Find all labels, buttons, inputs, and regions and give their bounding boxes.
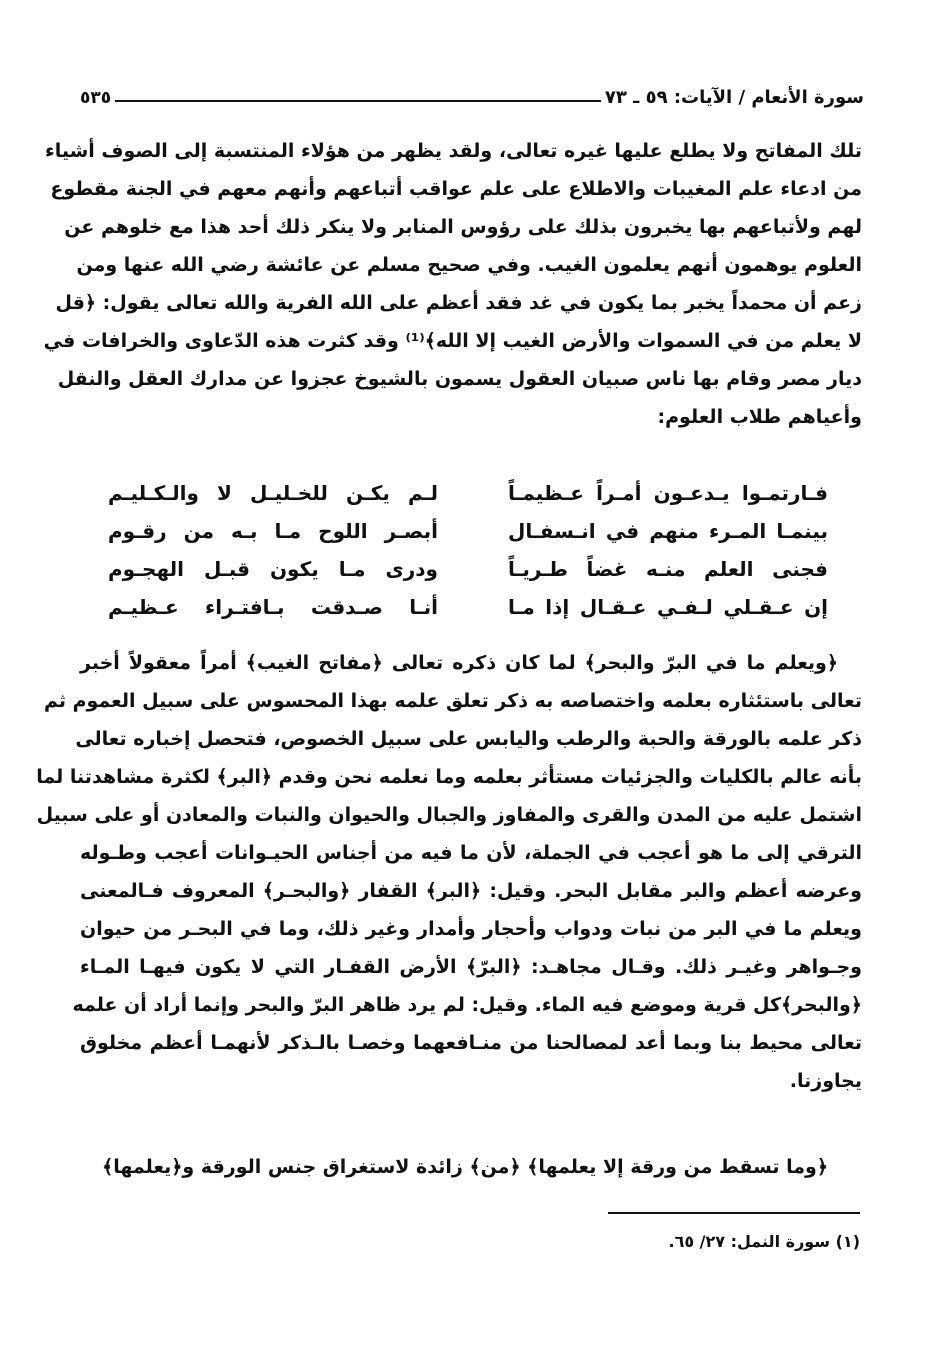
page-number: ٥٣٥ (80, 88, 112, 108)
text-line: ديار مصر وقام بها ناس صبيان العقول يسمون بالشيوخ عجزوا عن مدارك العقل والنقل (57, 368, 862, 390)
poem-hemistich-2: ودرى مـا يكون قبـل الهجـوم (108, 557, 438, 581)
text-line: تلك المفاتح ولا يطلع عليها غيره تعالى، ولقد يظهر من هؤلاء المنتسبة إلى الصوف أشياء (45, 140, 862, 162)
text-line: ﴿وما تسقط من ورقة إلا يعلمها﴾ ﴿من﴾ زائدة لاستغراق جنس الورقة و﴿يعلمها﴾ (102, 1156, 828, 1178)
running-header (80, 78, 864, 108)
text-line: ويعلم ما في البر من نبات ودواب وأحجار وأمدار وغير ذلك، وما في البحـر من حيوان (80, 918, 862, 940)
footnote: (١) سورة النمل: ٢٧/ ٦٥. (668, 1232, 860, 1251)
text-line: تعالى باستئثاره بعلمه واختصاصه به ذكر تعلق علمه بهذا المحسوس على سبيل العموم ثم (43, 690, 862, 712)
text-line: وعرضه أعظم والبر مقابل البحر. وقيل: ﴿البر﴾ القفار ﴿والبحـر﴾ المعروف فـالمعنى (80, 880, 862, 902)
text-line: ﴿ويعلم ما في البرّ والبحر﴾ لما كان ذكره تعالى ﴿مفاتح الغيب﴾ أمراً معقولاً أخبر (80, 652, 838, 674)
text-line: لهم ولأتباعهم بها يخبرون بذلك على رؤوس المنابر ولا ينكر ذلك أحد هذا مع خلوهم عن (64, 216, 862, 238)
poem-hemistich-1: بينمـا المـرء منهم في انـسفـال (508, 519, 828, 543)
text-line: لا يعلم من في السموات والأرض الغيب إلا الله﴾⁽¹⁾ وقد كثرت هذه الدّعاوى والخرافات في (43, 330, 862, 352)
poem-hemistich-2: أبصـر اللوح مـا بـه من رقـوم (108, 519, 438, 543)
poem-hemistich-1: فـارتمـوا يـدعـون أمـراً عـظيمـاً (508, 481, 828, 505)
text-line: ﴿والبحر﴾كل قرية وموضع فيه الماء. وقيل: لم يرد ظاهر البرّ والبحر وإنما أراد أن علمه (72, 994, 862, 1016)
text-line: اشتمل عليه من المدن والقرى والمفاوز والجبال والحيوان والنبات والمعادن أو على سبيل (36, 804, 862, 826)
poem-hemistich-1: إن عـقـلي لـفـي عـقـال إذا مـا (508, 595, 828, 619)
poem-hemistich-2: لـم يكـن للخـليـل لا والـكـليـم (108, 481, 438, 505)
text-line: زعم أن محمداً يخبر بما يكون في غد فقد أعظم على الله الفرية والله تعالى يقول: ﴿قل (55, 292, 862, 314)
text-line: من ادعاء علم المغيبات والاطلاع على علم عواقب أتباعهم وأنهم معهم في الجنة مقطوع (50, 178, 862, 200)
text-line: بأنه عالم بالكليات والجزئيات مستأثر بعلمه وما نعلمه نحن وقدم ﴿البر﴾ لكثرة مشاهدتنا لما (36, 766, 862, 788)
text-line: وجـواهر وغيـر ذلك. وقـال مجاهـد: ﴿البرّ﴾ الأرض القفـار التي لا يكون فيهـا المـاء (80, 956, 862, 978)
text-line: الترقي إلى ما هو أعجب في الجملة، لأن ما فيه من أجناس الحيـوانات أعجب وطـوله (80, 842, 862, 864)
text-line: يجاوزنا. (789, 1070, 862, 1092)
text-line: ذكر علمه بالورقة والحبة والرطب واليابس على سبيل الخصوص، فتحصل إخباره تعالى (75, 728, 862, 750)
header-title: سورة الأنعام / الآيات: ٥٩ ـ ٧٣ (604, 87, 864, 108)
header-rule (115, 100, 601, 102)
poem-hemistich-1: فجنى العلم منـه غضاً طـريـاً (508, 557, 828, 581)
poem-hemistich-2: أنـا صـدقت بـافتـراء عـظيـم (108, 595, 438, 619)
text-line: العلوم يوهمون أنهم يعلمون الغيب. وفي صحيح مسلم عن عائشة رضي الله عنها ومن (76, 254, 862, 276)
text-line: وأعياهم طلاب العلوم: (657, 406, 862, 428)
footnote-rule (608, 1212, 860, 1214)
text-line: تعالى محيط بنا وبما أعد لمصالحنا من منـافعهما وخصـا بالـذكر لأنهمـا أعظم مخلوق (80, 1032, 862, 1054)
